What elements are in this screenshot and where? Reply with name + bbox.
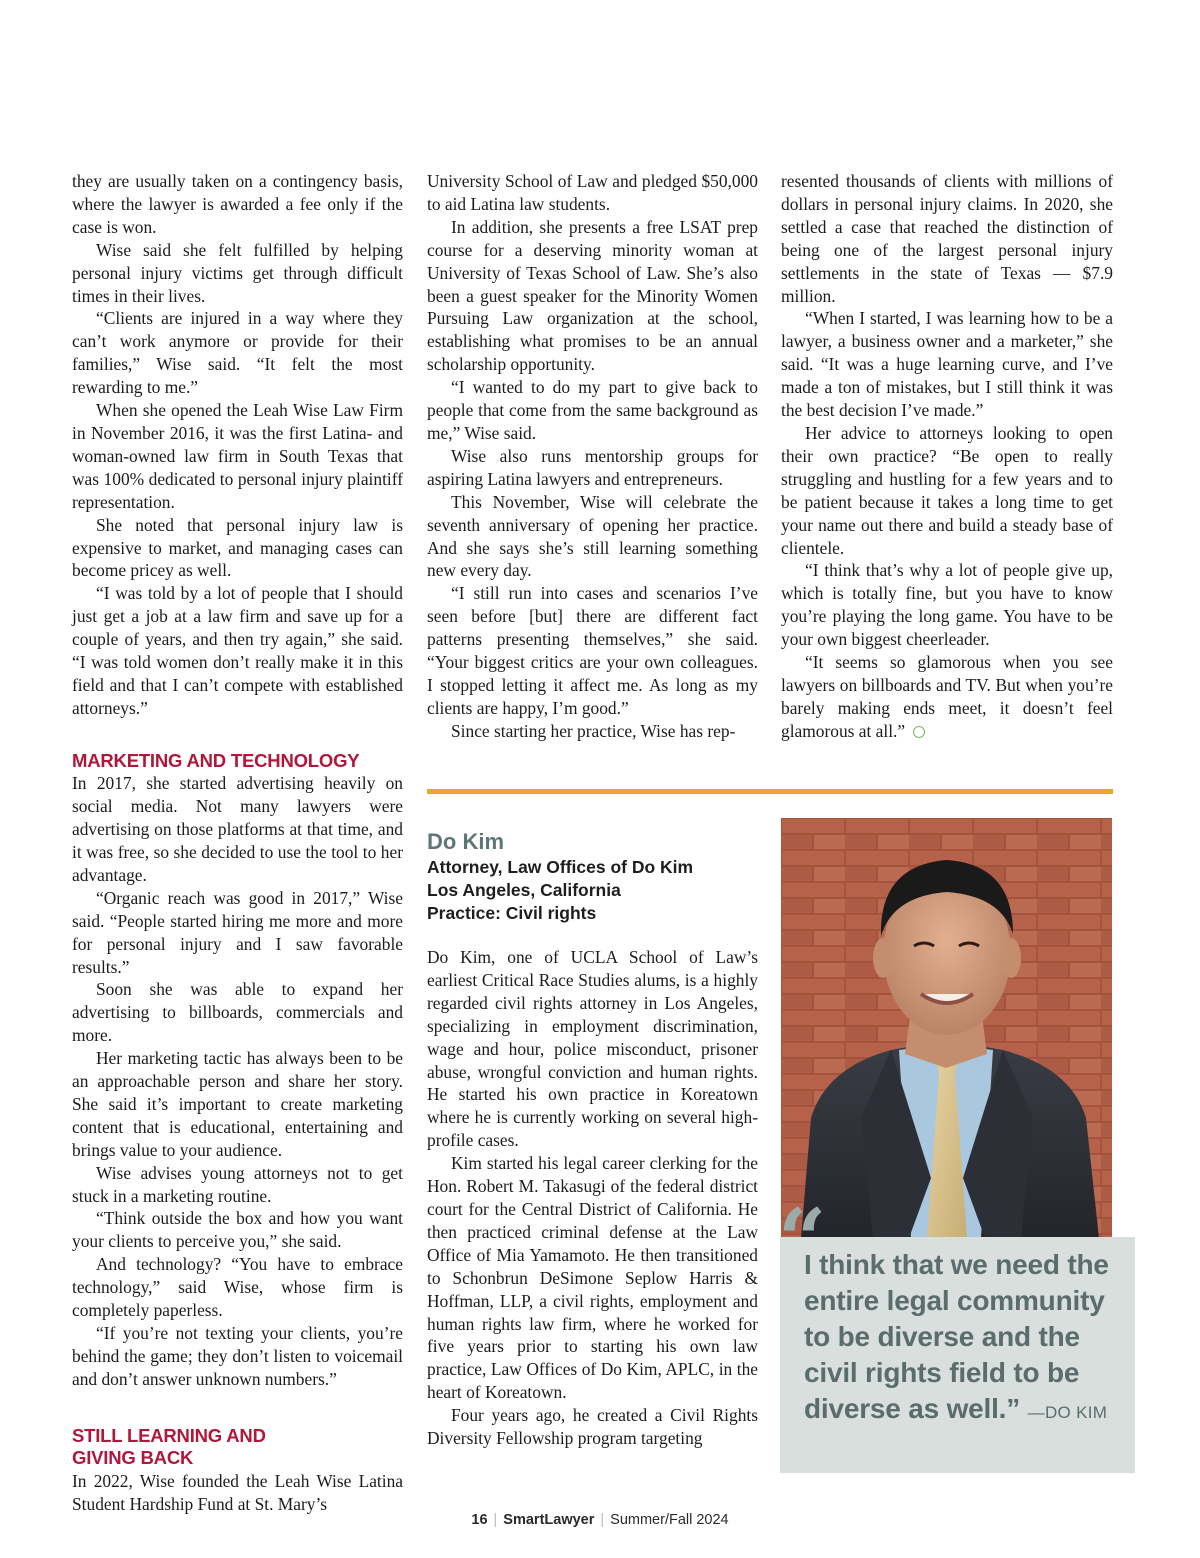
section-divider: [427, 789, 1113, 794]
paragraph: This November, Wise will celebrate the seventh anniversary of opening her practice. And she says she’s still learning something new every day.: [427, 491, 758, 581]
paragraph: Four years ago, he created a Civil Rights Diversity Fellowship program targeting: [427, 1405, 758, 1449]
paragraph: Since starting her practice, Wise has rep-: [451, 720, 736, 741]
footer-separator: |: [600, 1512, 605, 1528]
profile-header: [427, 828, 767, 925]
paragraph: In 2022, Wise founded the Leah Wise Latina Student Hardship Fund at St. Mary’s: [72, 1470, 403, 1514]
section-heading-line: GIVING BACK: [72, 1447, 194, 1469]
paragraph: “If you’re not texting your clients, you’re behind the game; they don’t listen to voicemail and don’t answer unknown numbers.”: [72, 1323, 403, 1389]
page-number: 16: [471, 1512, 488, 1528]
paragraph: “When I started, I was learning how to be a lawyer, a business owner and a marketer,” she said. “It was a huge learning curve, and I’ve made a ton of mistakes, but I still think it was the best decision I’ve made.”: [781, 308, 1113, 421]
paragraph: [781, 651, 1113, 743]
section-heading-still-learning: [72, 1425, 403, 1470]
footer-separator: |: [493, 1512, 498, 1528]
paragraph: Her marketing tactic has always been to be an approachable person and share her story. She said it’s important to create marketing content that is educational, entertaining and brings value to your audience.: [72, 1048, 403, 1160]
section-heading-line: STILL LEARNING AND: [72, 1424, 266, 1446]
paragraph: Wise advises young attorneys not to get stuck in a marketing routine.: [72, 1162, 403, 1206]
profile-title: Attorney, Law Offices of Do Kim: [427, 857, 694, 877]
paragraph: “I still run into cases and scenarios I’ve seen before [but] there are different fact patterns presenting themselves,” she said. “Your biggest critics are your own colleagues. I stopped letting it affect me. As long as my clients are happy, I’m good.”: [427, 583, 758, 718]
paragraph: Kim started his legal career clerking for the Hon. Robert M. Takasugi of the federal district court for the Central District of California. He then practiced criminal defense at the Law Office of Mia Yamamoto. He then transitioned to Schonbrun DeSimone Seplow Harris & Hoffman, LLP, a civil rights, employment and human rights law firm, where he worked for five years prior to starting his own law practice, Law Offices of Do Kim, APLC, in the heart of Koreatown.: [427, 1153, 758, 1403]
page-footer: [0, 1512, 1200, 1528]
end-of-story-icon: [913, 726, 925, 738]
paragraph: Soon she was able to expand her advertising to billboards, commercials and more.: [72, 979, 403, 1046]
paragraph: “I think that’s why a lot of people give up, which is totally fine, but you have to know you’re playing the long game. You have to be your own biggest cheerleader.: [781, 560, 1113, 650]
paragraph: “Clients are injured in a way where they can’t work anymore or provide for their families,” Wise said. “It felt the most rewarding to me.”: [72, 308, 403, 398]
section-heading-marketing: MARKETING AND TECHNOLOGY: [72, 749, 360, 771]
paragraph: Wise said she felt fulfilled by helping personal injury victims get through difficult times in their lives.: [72, 239, 403, 306]
paragraph: Her advice to attorneys looking to open their own practice? “Be open to really struggling and hustling for a few years and to be patient because it takes a long time to get your name out there and build a steady base of clientele.: [781, 422, 1113, 558]
profile-body: [427, 946, 758, 1450]
paragraph-text: “It seems so glamorous when you see lawyers on billboards and TV. But when you’re barely making ends meet, it doesn’t feel glamorous at all.”: [781, 652, 1113, 741]
paragraph: When she opened the Leah Wise Law Firm in November 2016, it was the first Latina- and woman-owned law firm in South Texas that was 100% dedicated to personal injury plaintiff representation.: [72, 400, 403, 512]
pull-quote-attribution: —DO KIM: [1027, 1403, 1108, 1422]
paragraph: they are usually taken on a contingency basis, where the lawyer is awarded a fee only if the case is won.: [72, 171, 403, 237]
profile-location: Los Angeles, California: [427, 880, 621, 900]
paragraph: “I was told by a lot of people that I should just get a job at a law firm and save up for a couple of years, and then try again,” she said. “I was told women don’t really make it in this field and that I can’t compete with established attorneys.”: [72, 583, 403, 718]
issue-label: Summer/Fall 2024: [610, 1512, 729, 1528]
paragraph: Do Kim, one of UCLA School of Law’s earliest Critical Race Studies alums, is a highly regarded civil rights attorney in Los Angeles, specializing in employment discrimination, wage and hour, police misconduct, prisoner abuse, wrongful conviction and human rights. He started his own practice in Koreatown where he is currently working on several high-profile cases.: [427, 947, 758, 1151]
portrait-photo: [781, 818, 1112, 1238]
paragraph: Wise also runs mentorship groups for aspiring Latina lawyers and entrepreneurs.: [427, 445, 758, 489]
paragraph: “Think outside the box and how you want your clients to perceive you,” she said.: [72, 1208, 403, 1252]
pull-quote-body: I think that we need the entire legal community to be diverse and the civil rights field to be diverse as well.”: [804, 1249, 1109, 1424]
paragraph: She noted that personal injury law is expensive to market, and managing cases can become pricey as well.: [72, 514, 403, 581]
paragraph: University School of Law and pledged $50,000 to aid Latina law students.: [427, 171, 758, 214]
quote-mark-icon: “: [778, 1190, 827, 1289]
paragraph: “I wanted to do my part to give back to people that come from the same background as me,” Wise said.: [427, 377, 758, 443]
paragraph: In 2017, she started advertising heavily on social media. Not many lawyers were advertising on those platforms at that time, and it was free, so she decided to use the tool to her advantage.: [72, 773, 403, 885]
paragraph: And technology? “You have to embrace technology,” said Wise, whose firm is completely paperless.: [72, 1254, 403, 1321]
article-column-3: [781, 170, 1113, 743]
paragraph: resented thousands of clients with millions of dollars in personal injury claims. In 2020, she settled a case that reached the distinction of being one of the largest personal injury settlements in the state of Texas — $7.9 million.: [781, 171, 1113, 306]
pull-quote-text: [804, 1247, 1115, 1431]
profile-practice: Practice: Civil rights: [427, 903, 597, 923]
paragraph: In addition, she presents a free LSAT prep course for a deserving minority woman at University of Texas School of Law. She’s also been a guest speaker for the Minority Women Pursuing Law organization at the school, establishing what promises to be an annual scholarship opportunity.: [427, 216, 758, 375]
article-column-2: [427, 170, 758, 743]
profile-name: Do Kim: [427, 829, 504, 854]
magazine-name: SmartLawyer: [503, 1512, 595, 1528]
paragraph: “Organic reach was good in 2017,” Wise said. “People started hiring me more and more for personal injury and I saw favorable results.”: [72, 887, 403, 977]
pull-quote-box: [780, 1237, 1135, 1473]
article-column-1: [72, 170, 403, 1516]
